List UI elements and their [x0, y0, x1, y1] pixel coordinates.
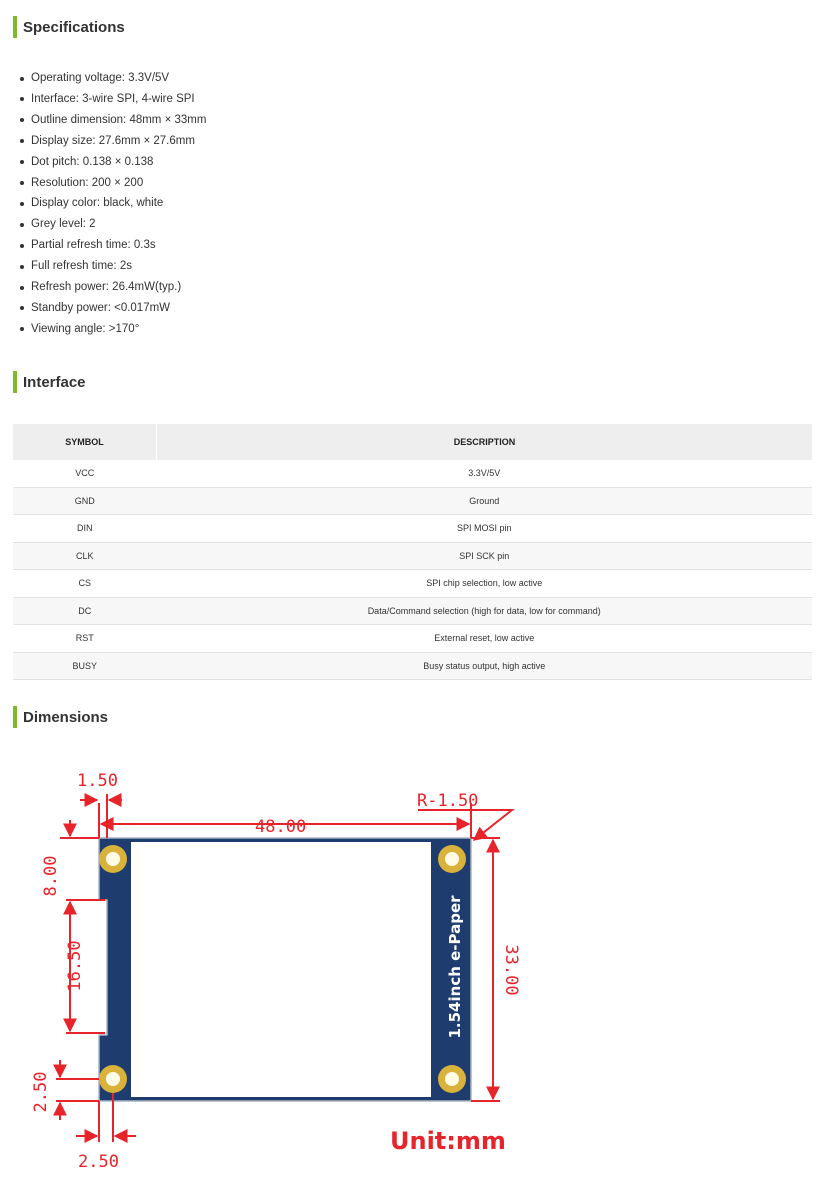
table-header-row [13, 424, 812, 460]
cell-symbol: GND [13, 487, 157, 515]
cell-symbol: DC [13, 597, 157, 625]
list-item: Interface: 3-wire SPI, 4-wire SPI [18, 89, 206, 110]
list-item: Dot pitch: 0.138 × 0.138 [18, 152, 206, 173]
cell-symbol: CLK [13, 542, 157, 570]
table-row [13, 597, 812, 625]
dimension-label: 2.50 [31, 1071, 51, 1113]
dimension-label: 8.00 [41, 855, 61, 897]
mounting-hole [99, 845, 127, 873]
dimension-label: 33.00 [501, 944, 521, 996]
dimension-label: 1.50 [77, 771, 118, 791]
section-header-specifications [13, 16, 125, 38]
dimension-drawing [0, 745, 825, 1185]
list-item: Full refresh time: 2s [18, 256, 206, 277]
dimension-label: 16.50 [65, 940, 85, 992]
list-item: Refresh power: 26.4mW(typ.) [18, 277, 206, 298]
interface-table [13, 424, 812, 680]
cell-description: SPI SCK pin [157, 542, 813, 570]
list-item: Partial refresh time: 0.3s [18, 235, 206, 256]
table-row [13, 542, 812, 570]
cell-description: SPI MOSI pin [157, 515, 813, 543]
column-header-symbol: SYMBOL [13, 424, 157, 460]
table-row [13, 652, 812, 680]
mounting-hole [438, 1065, 466, 1093]
dimension-label: 2.50 [78, 1152, 119, 1172]
list-item: Grey level: 2 [18, 214, 206, 235]
section-header-dimensions [13, 706, 108, 728]
section-accent-bar [13, 706, 17, 728]
specifications-list [18, 68, 206, 340]
cell-symbol: CS [13, 570, 157, 598]
cell-description: External reset, low active [157, 625, 813, 653]
section-header-interface [13, 371, 86, 393]
table-row [13, 570, 812, 598]
dimension-label: 48.00 [255, 817, 307, 837]
list-item: Resolution: 200 × 200 [18, 173, 206, 194]
list-item: Viewing angle: >170° [18, 319, 206, 340]
section-accent-bar [13, 371, 17, 393]
section-title: Dimensions [23, 708, 109, 726]
mounting-hole [99, 1065, 127, 1093]
mounting-hole [438, 845, 466, 873]
table-row [13, 515, 812, 543]
cell-description: Data/Command selection (high for data, low for command) [157, 597, 813, 625]
dimension-label: R-1.50 [417, 791, 479, 811]
section-accent-bar [13, 16, 17, 38]
list-item: Standby power: <0.017mW [18, 298, 206, 319]
cell-description: 3.3V/5V [157, 460, 813, 487]
list-item: Display color: black, white [18, 193, 206, 214]
board-label: 1.54inch e-Paper [446, 895, 464, 1039]
table-row [13, 487, 812, 515]
cell-description: SPI chip selection, low active [157, 570, 813, 598]
cell-symbol: RST [13, 625, 157, 653]
list-item: Outline dimension: 48mm × 33mm [18, 110, 206, 131]
section-title: Interface [23, 373, 86, 391]
cell-symbol: DIN [13, 515, 157, 543]
display-area [131, 842, 431, 1097]
column-header-description: DESCRIPTION [157, 424, 813, 460]
table-row [13, 625, 812, 653]
list-item: Operating voltage: 3.3V/5V [18, 68, 206, 89]
unit-label: Unit:mm [390, 1127, 506, 1155]
cell-symbol: VCC [13, 460, 157, 487]
cell-description: Busy status output, high active [157, 652, 813, 680]
section-title: Specifications [23, 18, 125, 36]
cell-description: Ground [157, 487, 813, 515]
table-row [13, 460, 812, 487]
list-item: Display size: 27.6mm × 27.6mm [18, 131, 206, 152]
cell-symbol: BUSY [13, 652, 157, 680]
